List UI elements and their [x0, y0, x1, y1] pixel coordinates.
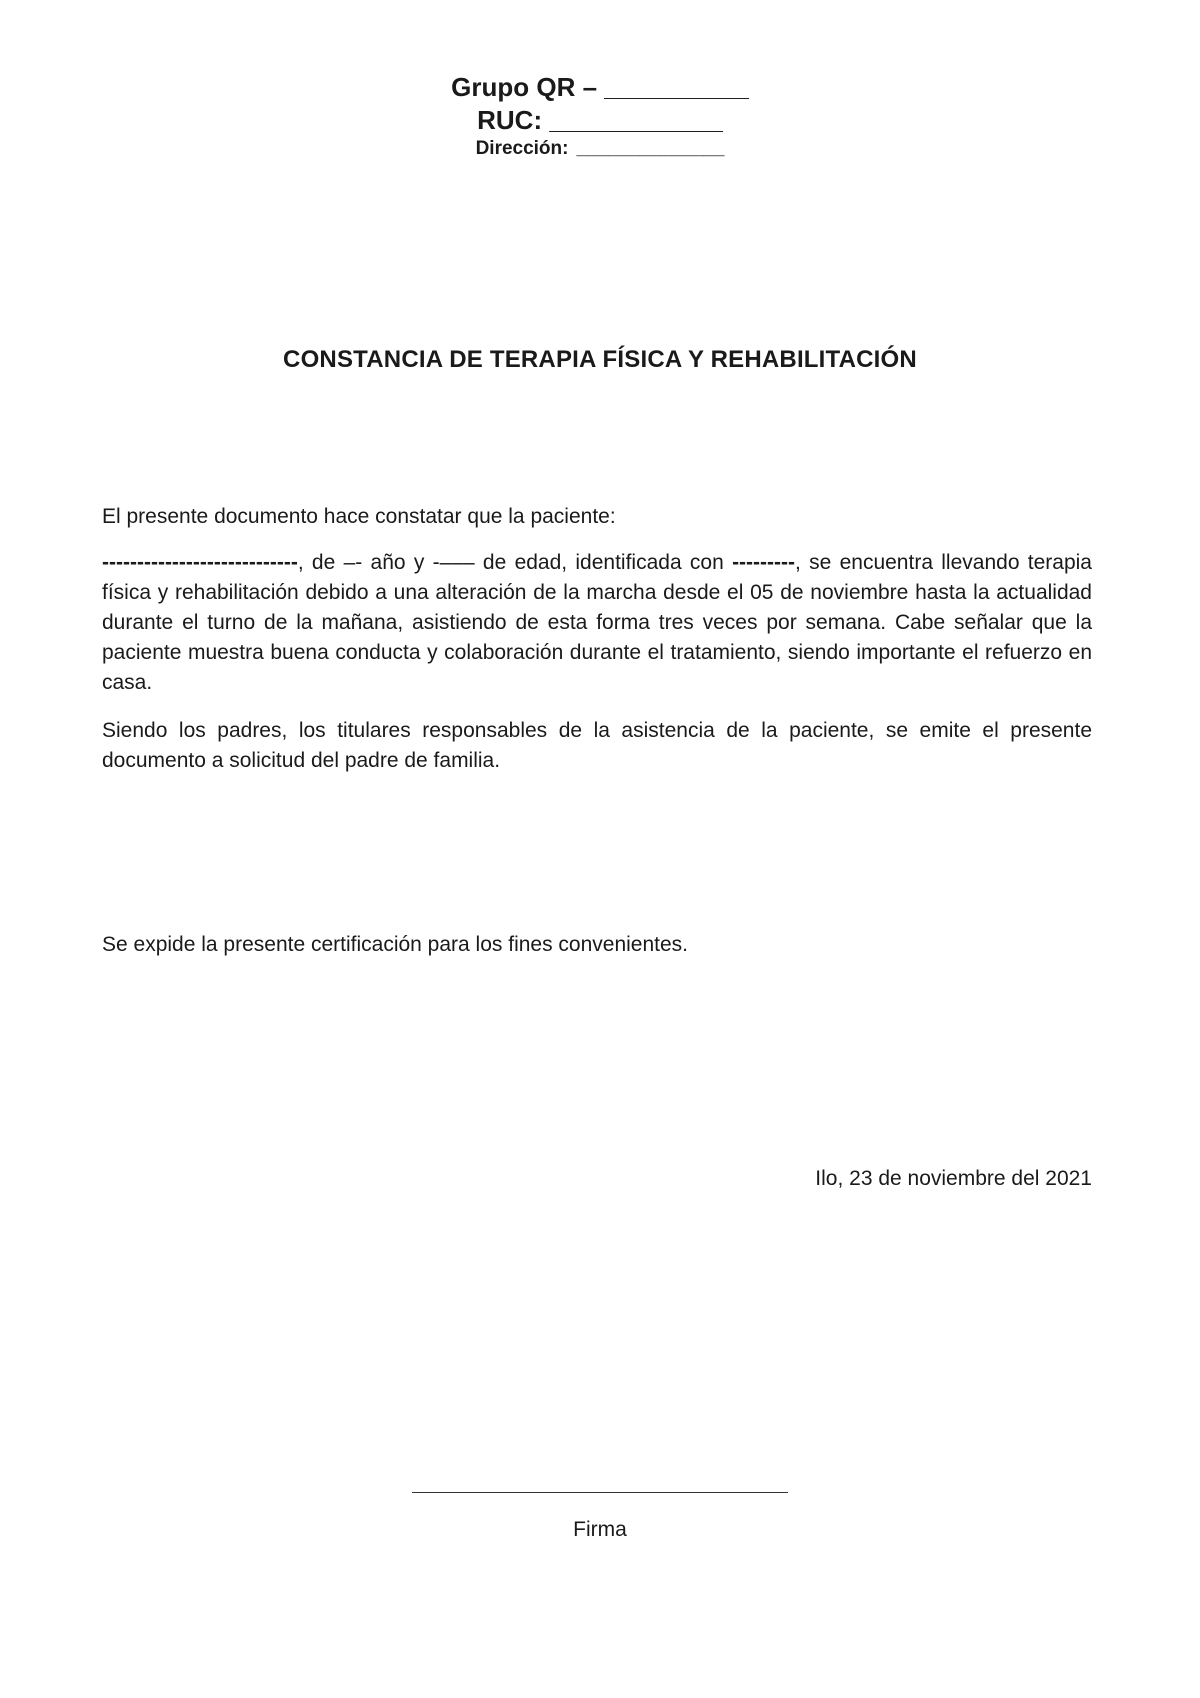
patient-id-blank: ---------: [732, 551, 796, 574]
body-paragraph-2: Siendo los padres, los titulares responsables de la asistencia de la paciente, se emite el presente documento a solicitud del padre de familia.: [102, 719, 1092, 772]
body-paragraph-1: [102, 548, 1092, 698]
document-title: CONSTANCIA DE TERAPIA FÍSICA Y REHABILITACIÓN: [283, 346, 917, 373]
letterhead: [0, 70, 1200, 162]
intro-text: El presente documento hace constatar que la paciente:: [102, 505, 616, 528]
patient-name-blank: ----------------------------: [102, 551, 298, 574]
date-line: Ilo, 23 de noviembre del 2021: [815, 1167, 1092, 1190]
closing-text: Se expide la presente certificación para los fines convenientes.: [102, 933, 689, 956]
paragraph1-part2: , se encuentra llevando terapia física y rehabilitación debido a una alteración de la marcha desde el 05 de noviembre hasta la actualidad durante el turno de la mañana, asistiendo de esta forma tres veces por semana. Cabe señalar que la paciente muestra buena conducta y colaboración durante el tratamiento, siendo importante el refuerzo en casa.: [102, 551, 1092, 694]
signature-line: [412, 1492, 788, 1493]
signature-label: Firma: [573, 1518, 627, 1541]
address-label: Dirección:: [475, 138, 569, 159]
address-value: ______________: [576, 138, 725, 159]
company-name: Grupo QR – __________: [451, 72, 749, 102]
signature-block: [0, 1492, 1200, 1543]
company-address: [0, 136, 1200, 162]
paragraph1-part1: , de –- año y -––– de edad, identificada con: [297, 551, 733, 574]
company-ruc: RUC: ____________: [477, 105, 723, 135]
